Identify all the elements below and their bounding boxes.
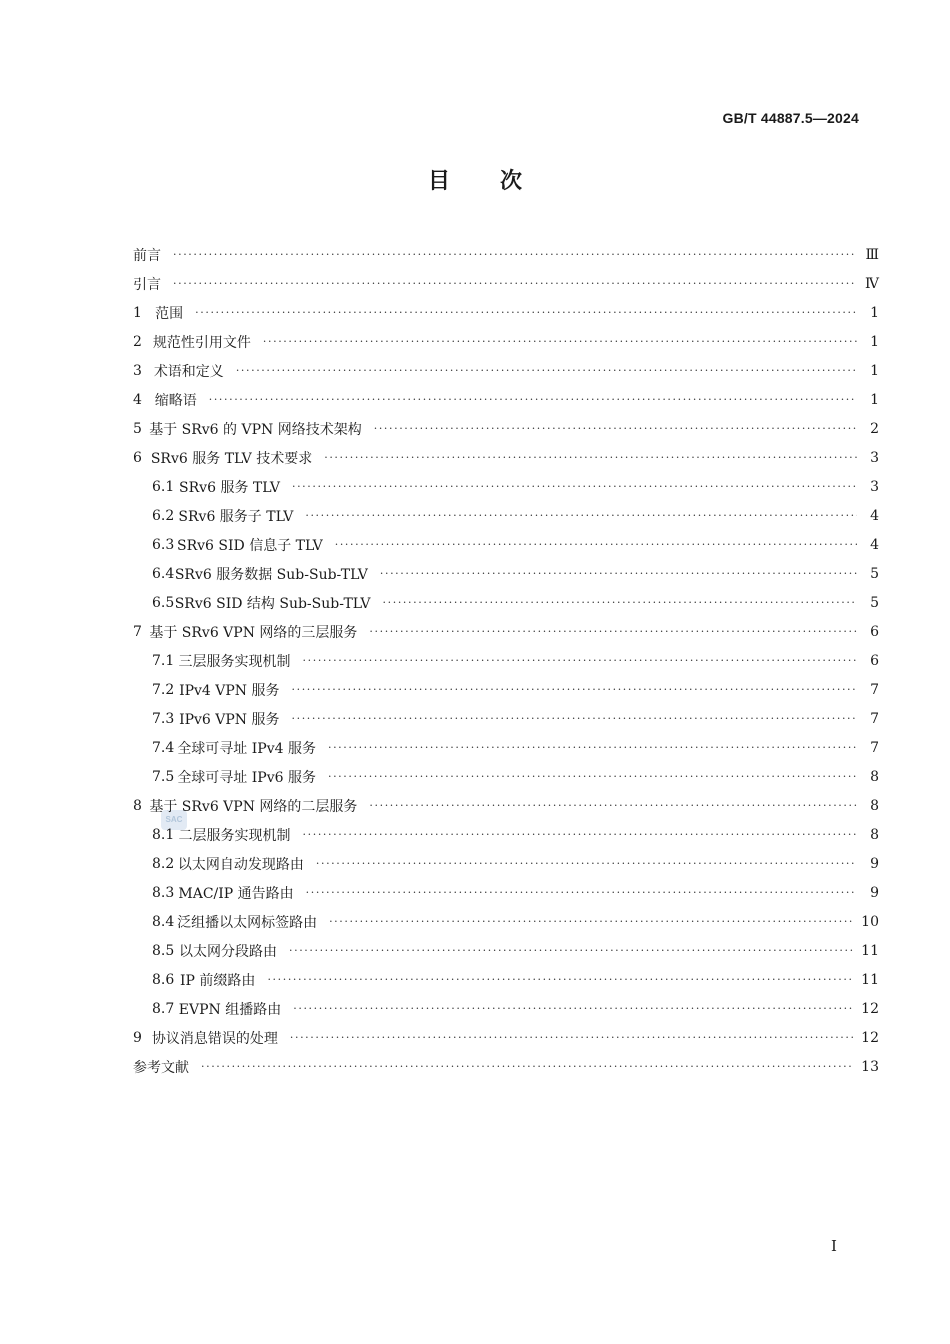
toc-leader-dots bbox=[324, 452, 857, 463]
toc-entry-number: 6.4 bbox=[152, 565, 175, 582]
toc-leader-dots bbox=[316, 858, 857, 869]
toc-title-char-2: 次 bbox=[500, 169, 523, 194]
toc-entry-number: 5 bbox=[133, 420, 142, 437]
toc-entry-number: 4 bbox=[133, 391, 142, 408]
toc-entry-label: 基于 SRv6 VPN 网络的二层服务 bbox=[149, 798, 358, 815]
standard-code: GB/T 44887.5—2024 bbox=[722, 110, 859, 126]
toc-entry-page: 7 bbox=[870, 681, 879, 698]
toc-leader-dots bbox=[293, 1003, 853, 1014]
page-number: Ⅰ bbox=[831, 1237, 837, 1255]
toc-entry-label: 以太网分段路由 bbox=[179, 943, 277, 960]
toc-entry[interactable] bbox=[133, 994, 879, 1023]
toc-entry-label: 参考文献 bbox=[133, 1059, 189, 1076]
toc-entry-page: 2 bbox=[870, 420, 879, 437]
toc-entry-label: 引言 bbox=[133, 276, 161, 293]
toc-entry-page: 1 bbox=[870, 304, 879, 321]
toc-leader-dots bbox=[209, 394, 857, 405]
toc-entry-page: 7 bbox=[870, 710, 879, 727]
toc-entry-page: 10 bbox=[861, 913, 879, 930]
toc-entry-label: MAC/IP 通告路由 bbox=[178, 885, 294, 902]
toc-leader-dots bbox=[380, 568, 857, 579]
toc-entry-number: 7.4 bbox=[152, 739, 175, 756]
toc-entry[interactable] bbox=[133, 704, 879, 733]
toc-leader-dots bbox=[201, 1061, 853, 1072]
toc-leader-dots bbox=[289, 945, 853, 956]
toc-entry-number: 2 bbox=[133, 333, 142, 350]
toc-entry-page: 1 bbox=[870, 362, 879, 379]
toc-entry-page: 8 bbox=[870, 797, 879, 814]
toc-entry-label: 规范性引用文件 bbox=[152, 334, 251, 351]
toc-entry[interactable] bbox=[133, 675, 879, 704]
toc-entry-number: 8.7 bbox=[152, 1000, 175, 1017]
toc-entry-page: 3 bbox=[870, 478, 879, 495]
toc-entry[interactable] bbox=[133, 849, 879, 878]
toc-entry-number: 6.2 bbox=[152, 507, 175, 524]
toc-entry-label: 缩略语 bbox=[154, 392, 197, 409]
toc-entry-label: 基于 SRv6 的 VPN 网络技术架构 bbox=[149, 421, 362, 438]
toc-entry-number: 9 bbox=[133, 1029, 142, 1046]
toc-entry-label: 术语和定义 bbox=[153, 363, 224, 380]
toc-entry-page: 6 bbox=[870, 652, 879, 669]
toc-entry[interactable] bbox=[133, 588, 879, 617]
toc-entry[interactable] bbox=[133, 530, 879, 559]
toc-entry-page: 4 bbox=[870, 507, 879, 524]
toc-entry[interactable] bbox=[133, 617, 879, 646]
toc-entry[interactable] bbox=[133, 443, 879, 472]
toc-entry[interactable] bbox=[133, 820, 879, 849]
toc-entry[interactable] bbox=[133, 559, 879, 588]
toc-entry-number: 8.1 bbox=[152, 826, 175, 843]
toc-entry-page: 9 bbox=[870, 855, 879, 872]
toc-leader-dots bbox=[173, 249, 857, 260]
toc-leader-dots bbox=[263, 336, 857, 347]
toc-leader-dots bbox=[328, 742, 857, 753]
toc-entry-label: IP 前缀路由 bbox=[180, 972, 256, 989]
toc-entry[interactable] bbox=[133, 1023, 879, 1052]
toc-entry-page: 6 bbox=[870, 623, 879, 640]
toc-entry-label: 二层服务实现机制 bbox=[178, 827, 291, 844]
toc-entry[interactable] bbox=[133, 327, 879, 356]
toc-leader-dots bbox=[328, 771, 857, 782]
toc-entry-page: 5 bbox=[870, 594, 879, 611]
toc-entry[interactable] bbox=[133, 733, 879, 762]
toc-entry-number: 7 bbox=[133, 623, 142, 640]
toc-entry-label: EVPN 组播路由 bbox=[178, 1001, 282, 1018]
toc-entry-page: 11 bbox=[861, 971, 879, 988]
toc-title bbox=[0, 164, 950, 195]
toc-entry-label: IPv6 VPN 服务 bbox=[179, 711, 280, 728]
toc-entry-label: SRv6 服务 TLV 技术要求 bbox=[150, 450, 313, 467]
toc-entry-label: 三层服务实现机制 bbox=[178, 653, 291, 670]
toc-entry-number: 6.1 bbox=[152, 478, 175, 495]
toc-entry[interactable] bbox=[133, 878, 879, 907]
toc-entry-label: 基于 SRv6 VPN 网络的三层服务 bbox=[149, 624, 358, 641]
toc-leader-dots bbox=[292, 481, 857, 492]
toc-entry-page: 4 bbox=[870, 536, 879, 553]
toc-leader-dots bbox=[290, 1032, 853, 1043]
toc-entry-number: 8.5 bbox=[152, 942, 175, 959]
toc-entry-page: 1 bbox=[870, 333, 879, 350]
toc-entry[interactable] bbox=[133, 472, 879, 501]
toc-entry-page: Ⅳ bbox=[865, 275, 879, 292]
toc-entry-page: Ⅲ bbox=[865, 246, 879, 263]
toc-entry-page: 9 bbox=[870, 884, 879, 901]
toc-entry-number: 6.3 bbox=[152, 536, 175, 553]
toc-entry[interactable] bbox=[133, 907, 879, 936]
toc-entry-label: 前言 bbox=[133, 247, 161, 264]
toc-entry-page: 12 bbox=[861, 1029, 879, 1046]
toc-entry-page: 1 bbox=[870, 391, 879, 408]
toc-entry-number: 1 bbox=[133, 304, 142, 321]
toc-leader-dots bbox=[195, 307, 857, 318]
toc-entry[interactable] bbox=[133, 936, 879, 965]
toc-entry-number: 8.4 bbox=[152, 913, 175, 930]
toc-entry[interactable] bbox=[133, 646, 879, 675]
toc-entry-label: SRv6 服务数据 Sub-Sub-TLV bbox=[174, 566, 368, 583]
toc-leader-dots bbox=[369, 626, 857, 637]
toc-leader-dots bbox=[236, 365, 857, 376]
toc-entry[interactable] bbox=[133, 1052, 879, 1081]
toc-leader-dots bbox=[267, 974, 853, 985]
toc-entry-page: 7 bbox=[870, 739, 879, 756]
toc-entry-number: 6 bbox=[133, 449, 142, 466]
toc-entry[interactable] bbox=[133, 791, 879, 820]
toc-entry[interactable] bbox=[133, 965, 879, 994]
toc-entry[interactable] bbox=[133, 414, 879, 443]
toc-entry[interactable] bbox=[133, 356, 879, 385]
toc-entry-page: 8 bbox=[870, 826, 879, 843]
toc-entry[interactable] bbox=[133, 269, 879, 298]
toc-leader-dots bbox=[292, 684, 857, 695]
toc-leader-dots bbox=[369, 800, 857, 811]
toc-entry-number: 8.3 bbox=[152, 884, 175, 901]
toc-entry-label: 范围 bbox=[155, 305, 184, 322]
toc-entry-page: 8 bbox=[870, 768, 879, 785]
toc-entry-label: SRv6 SID 信息子 TLV bbox=[177, 537, 323, 554]
toc-entry[interactable] bbox=[133, 762, 879, 791]
toc-entry-number: 7.1 bbox=[152, 652, 175, 669]
toc-entry-number: 8.2 bbox=[152, 855, 175, 872]
toc-title-char-1: 目 bbox=[427, 169, 450, 194]
toc-leader-dots bbox=[383, 597, 857, 608]
toc-entry-label: SRv6 服务 TLV bbox=[179, 479, 280, 496]
toc-entry-label: 以太网自动发现路由 bbox=[177, 856, 304, 873]
toc-entry[interactable] bbox=[133, 501, 879, 530]
toc-entry-page: 5 bbox=[870, 565, 879, 582]
toc-entry[interactable] bbox=[133, 385, 879, 414]
toc-entry-label: 协议消息错误的处理 bbox=[151, 1030, 278, 1047]
toc-entry-number: 6.5 bbox=[152, 594, 175, 611]
toc-leader-dots bbox=[305, 510, 857, 521]
toc-entry-page: 11 bbox=[861, 942, 879, 959]
toc-entry-label: IPv4 VPN 服务 bbox=[179, 682, 280, 699]
toc-leader-dots bbox=[303, 655, 857, 666]
table-of-contents bbox=[133, 240, 879, 1081]
toc-entry-page: 12 bbox=[861, 1000, 879, 1017]
toc-leader-dots bbox=[335, 539, 857, 550]
toc-entry-label: SRv6 SID 结构 Sub-Sub-TLV bbox=[174, 595, 371, 612]
toc-entry-number: 7.5 bbox=[152, 768, 175, 785]
toc-leader-dots bbox=[329, 916, 853, 927]
toc-entry-page: 13 bbox=[861, 1058, 879, 1075]
toc-entry-number: 7.3 bbox=[152, 710, 175, 727]
toc-entry[interactable] bbox=[133, 240, 879, 269]
toc-leader-dots bbox=[303, 829, 857, 840]
toc-entry-label: 全球可寻址 IPv4 服务 bbox=[177, 740, 316, 757]
watermark-logo-icon: SAC bbox=[161, 810, 187, 830]
toc-leader-dots bbox=[306, 887, 857, 898]
toc-entry-number: 8 bbox=[133, 797, 142, 814]
toc-entry-number: 3 bbox=[133, 362, 142, 379]
toc-entry-number: 8.6 bbox=[152, 971, 175, 988]
toc-leader-dots bbox=[374, 423, 857, 434]
toc-entry-label: 全球可寻址 IPv6 服务 bbox=[177, 769, 316, 786]
toc-entry[interactable] bbox=[133, 298, 879, 327]
toc-entry-page: 3 bbox=[870, 449, 879, 466]
toc-entry-label: 泛组播以太网标签路由 bbox=[177, 914, 318, 931]
toc-entry-label: SRv6 服务子 TLV bbox=[178, 508, 294, 525]
toc-leader-dots bbox=[292, 713, 857, 724]
toc-entry-number: 7.2 bbox=[152, 681, 175, 698]
toc-leader-dots bbox=[173, 278, 857, 289]
